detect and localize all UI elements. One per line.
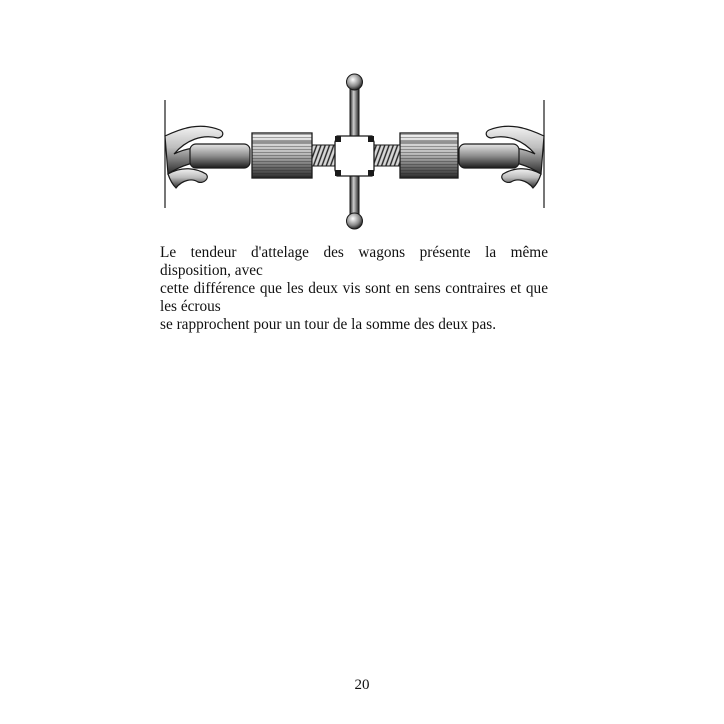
right-screw — [374, 145, 400, 166]
caption-line-2: cette différence que les deux vis sont en sens contraires et que les écrous — [160, 280, 548, 315]
center-block — [335, 136, 374, 176]
page-number: 20 — [354, 677, 370, 693]
figure-caption — [160, 244, 548, 334]
caption-line-1: Le tendeur d'attelage des wagons présente la même disposition, avec — [160, 244, 548, 279]
turnbuckle-drawing — [160, 70, 550, 235]
caption-line-3: se rapprochent pour un tour de la somme des deux pas. — [160, 316, 497, 333]
left-nut — [252, 133, 312, 178]
turnbuckle-illustration — [160, 70, 550, 235]
left-screw — [312, 145, 337, 166]
right-hook — [459, 126, 544, 188]
left-hook — [165, 126, 250, 188]
right-nut — [400, 133, 458, 178]
